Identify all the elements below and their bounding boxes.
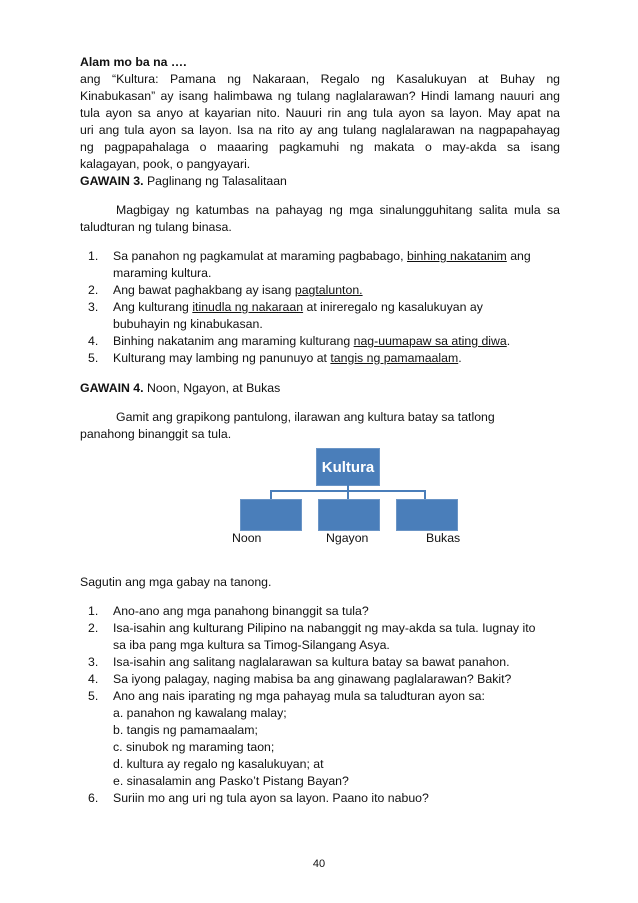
intro-line-5: ng pagpapahalaga o maaaring pagkamuhi ng makata o may-akda sa isang — [80, 140, 560, 154]
item-text: Ang kulturang — [113, 300, 193, 314]
list-item — [88, 688, 563, 790]
connector-right — [424, 490, 426, 499]
noon-label: Noon — [232, 531, 262, 545]
gawain3-instruction-cont: taludturan ng tulang binasa. — [80, 220, 232, 234]
connector-left — [270, 490, 272, 499]
item-text-after: . — [506, 334, 511, 348]
item-number: 2. — [88, 283, 99, 297]
item-text: Ano ang nais iparating ng mga pahayag mula sa taludturan ayon sa: — [113, 689, 485, 703]
questions-intro: Sagutin ang mga gabay na tanong. — [80, 575, 272, 589]
item-text-cont: sa iba pang mga kultura sa Timog-Silangang Asya. — [113, 638, 390, 652]
underlined-word: binhing nakatanim — [406, 249, 507, 263]
intro-line-1: ang “Kultura: Pamana ng Nakaraan, Regalo ng Kasalukuyan at Buhay ng — [80, 72, 560, 86]
questions-list — [88, 603, 563, 807]
list-item — [88, 299, 563, 333]
item-text-after: ang — [506, 249, 531, 263]
item-text: Ang bawat paghakbang ay isang — [113, 283, 295, 297]
item-number: 1. — [88, 249, 99, 263]
item-number: 6. — [88, 791, 99, 805]
kultura-box: Kultura — [316, 448, 380, 486]
gawain4-title: Noon, Ngayon, at Bukas — [143, 381, 281, 395]
sub-item: c. sinubok ng maraming taon; — [113, 740, 275, 754]
item-number: 4. — [88, 334, 99, 348]
item-text: Isa-isahin ang kulturang Pilipino na nabanggit ng may-akda sa tula. Iugnay ito — [113, 621, 536, 635]
list-item — [88, 790, 563, 807]
item-number: 5. — [88, 351, 99, 365]
item-number: 5. — [88, 689, 99, 703]
gawain4-instruction-cont: panahong binanggit sa tula. — [80, 427, 232, 441]
item-text-after: at inireregalo ng kasalukuyan ay — [303, 300, 483, 314]
gawain4-heading — [80, 380, 280, 397]
item-text-cont: maraming kultura. — [113, 266, 212, 280]
list-item — [88, 654, 563, 671]
intro-line-2: Kinabukasan” ay isang halimbawa ng tulang naglalarawan? Hindi lamang nauuri ang — [80, 89, 560, 103]
item-text: Ano-ano ang mga panahong binanggit sa tula? — [113, 604, 369, 618]
gawain3-list — [88, 248, 563, 367]
intro-line-4: uri ang tula ayon sa layon. Isa na rito ay ang tulang naglalarawan na nagpapahayag — [80, 123, 560, 137]
ngayon-box — [318, 499, 380, 531]
connector-middle — [347, 490, 349, 499]
item-text: Suriin mo ang uri ng tula ayon sa layon. Paano ito nabuo? — [113, 791, 429, 805]
gawain4-label: GAWAIN 4. — [80, 381, 144, 395]
underlined-word: pagtalunton. — [294, 283, 363, 297]
bukas-box — [396, 499, 458, 531]
underlined-word: itinudla ng nakaraan — [192, 300, 304, 314]
item-text: Sa panahon ng pagkamulat at maraming pagbabago, — [113, 249, 407, 263]
list-item — [88, 333, 563, 350]
noon-box — [240, 499, 302, 531]
ngayon-label: Ngayon — [326, 531, 369, 545]
list-item — [88, 350, 563, 367]
sub-item: a. panahon ng kawalang malay; — [113, 706, 287, 720]
item-text: Binhing nakatanim ang maraming kulturang — [113, 334, 354, 348]
gawain4-instruction: Gamit ang grapikong pantulong, ilarawan ang kultura batay sa tatlong — [116, 410, 495, 424]
page-number: 40 — [312, 858, 326, 870]
gawain3-heading — [80, 173, 287, 190]
list-item — [88, 671, 563, 688]
item-number: 2. — [88, 621, 99, 635]
gawain3-instruction: Magbigay ng katumbas na pahayag ng mga sinalungguhitang salita mula sa — [116, 203, 560, 217]
gawain3-label: GAWAIN 3. — [80, 174, 144, 188]
item-number: 1. — [88, 604, 99, 618]
intro-section — [80, 54, 560, 173]
bukas-label: Bukas — [426, 531, 461, 545]
underlined-word: nag-uumapaw sa ating diwa — [353, 334, 507, 348]
item-text-cont: bubuhayin ng kinabukasan. — [113, 317, 263, 331]
intro-heading: Alam mo ba na …. — [80, 55, 187, 69]
item-text-after: . — [458, 351, 462, 365]
sub-item: d. kultura ay regalo ng kasalukuyan; at — [113, 757, 324, 771]
underlined-word: tangis ng pamamaalam — [330, 351, 459, 365]
list-item — [88, 282, 563, 299]
list-item — [88, 248, 563, 282]
item-text: Kulturang may lambing ng panunuyo at — [113, 351, 331, 365]
sub-item: b. tangis ng pamamaalam; — [113, 723, 258, 737]
item-text: Isa-isahin ang salitang naglalarawan sa kultura batay sa bawat panahon. — [113, 655, 510, 669]
sub-item: e. sinasalamin ang Pasko’t Pistang Bayan? — [113, 774, 349, 788]
intro-line-3: tula ayon sa anyo at kayarian nito. Nauuri rin ang tula ayon sa layon. May apat na — [80, 106, 560, 120]
item-number: 3. — [88, 300, 99, 314]
item-number: 3. — [88, 655, 99, 669]
item-number: 4. — [88, 672, 99, 686]
intro-line-6: kalagayan, pook, o pangyayari. — [80, 157, 251, 171]
list-item — [88, 603, 563, 620]
gawain3-title: Paglinang ng Talasalitaan — [143, 174, 287, 188]
item-text: Sa iyong palagay, naging mabisa ba ang ginawang paglalarawan? Bakit? — [113, 672, 512, 686]
list-item — [88, 620, 563, 654]
